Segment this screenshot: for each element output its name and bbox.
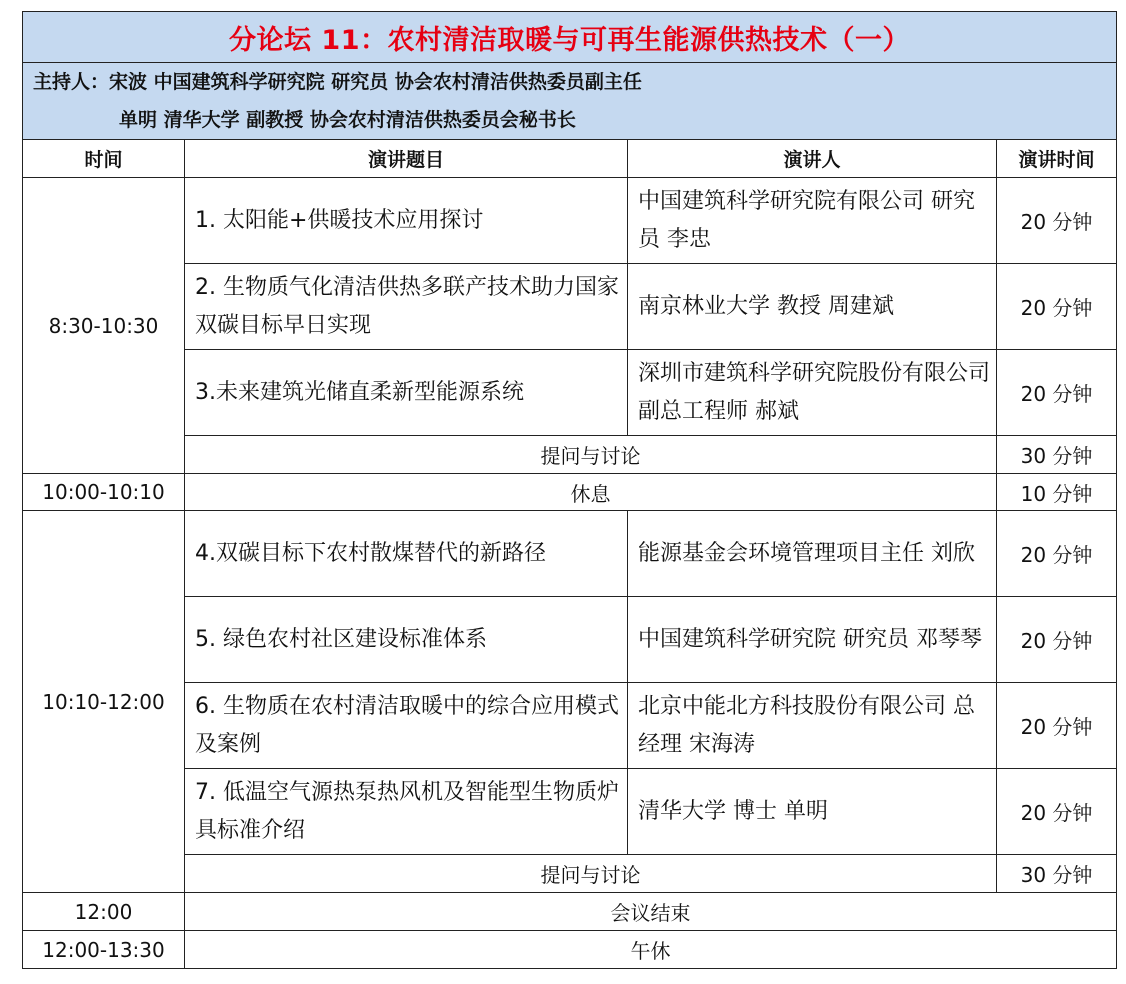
table-row xyxy=(23,511,1117,597)
table-row xyxy=(23,769,1117,855)
talk-duration: 20 分钟 xyxy=(997,264,1117,350)
end-time: 12:00 xyxy=(23,893,185,931)
talk-speaker: 中国建筑科学研究院有限公司 研究员 李忠 xyxy=(628,178,997,264)
discussion-duration: 30 分钟 xyxy=(997,436,1117,474)
end-row xyxy=(23,893,1117,931)
hosts-cell xyxy=(23,63,1117,140)
header-duration: 演讲时间 xyxy=(997,140,1117,178)
discussion-row xyxy=(23,855,1117,893)
hosts-label: 主持人： xyxy=(33,71,110,93)
host-2: 单明 清华大学 副教授 协会农村清洁供热委员会秘书长 xyxy=(119,109,576,131)
talk-speaker: 清华大学 博士 单明 xyxy=(628,769,997,855)
discussion-row xyxy=(23,436,1117,474)
hosts-row xyxy=(23,63,1117,140)
break-time: 10:00-10:10 xyxy=(23,474,185,511)
column-header-row xyxy=(23,140,1117,178)
lunch-label: 午休 xyxy=(185,931,1117,969)
discussion-duration: 30 分钟 xyxy=(997,855,1117,893)
talk-topic: 7. 低温空气源热泵热风机及智能型生物质炉具标准介绍 xyxy=(185,769,628,855)
forum-title: 分论坛 11：农村清洁取暖与可再生能源供热技术（一） xyxy=(229,24,911,56)
session-2-time: 10:10-12:00 xyxy=(23,511,185,893)
talk-topic: 2. 生物质气化清洁供热多联产技术助力国家双碳目标早日实现 xyxy=(185,264,628,350)
table-row xyxy=(23,597,1117,683)
agenda-table xyxy=(22,11,1117,969)
talk-speaker: 深圳市建筑科学研究院股份有限公司 副总工程师 郝斌 xyxy=(628,350,997,436)
talk-topic: 5. 绿色农村社区建设标准体系 xyxy=(185,597,628,683)
break-duration: 10 分钟 xyxy=(997,474,1117,511)
talk-duration: 20 分钟 xyxy=(997,769,1117,855)
header-speaker: 演讲人 xyxy=(628,140,997,178)
talk-topic: 3.未来建筑光储直柔新型能源系统 xyxy=(185,350,628,436)
break-label: 休息 xyxy=(185,474,997,511)
table-row xyxy=(23,350,1117,436)
talk-speaker: 能源基金会环境管理项目主任 刘欣 xyxy=(628,511,997,597)
talk-topic: 6. 生物质在农村清洁取暖中的综合应用模式及案例 xyxy=(185,683,628,769)
header-time: 时间 xyxy=(23,140,185,178)
host-line-2 xyxy=(33,101,1116,139)
table-row xyxy=(23,178,1117,264)
discussion-label: 提问与讨论 xyxy=(185,855,997,893)
host-1: 宋波 中国建筑科学研究院 研究员 协会农村清洁供热委员副主任 xyxy=(109,71,642,93)
title-cell xyxy=(23,12,1117,63)
session-1-time: 8:30-10:30 xyxy=(23,178,185,474)
break-row xyxy=(23,474,1117,511)
table-row xyxy=(23,683,1117,769)
top-strip xyxy=(0,0,1126,10)
talk-duration: 20 分钟 xyxy=(997,597,1117,683)
lunch-row xyxy=(23,931,1117,969)
talk-topic: 4.双碳目标下农村散煤替代的新路径 xyxy=(185,511,628,597)
talk-duration: 20 分钟 xyxy=(997,511,1117,597)
header-topic: 演讲题目 xyxy=(185,140,628,178)
title-row xyxy=(23,12,1117,63)
host-line-1 xyxy=(33,63,1116,101)
talk-speaker: 中国建筑科学研究院 研究员 邓琴琴 xyxy=(628,597,997,683)
talk-duration: 20 分钟 xyxy=(997,350,1117,436)
discussion-label: 提问与讨论 xyxy=(185,436,997,474)
talk-duration: 20 分钟 xyxy=(997,178,1117,264)
table-row xyxy=(23,264,1117,350)
talk-topic: 1. 太阳能+供暖技术应用探讨 xyxy=(185,178,628,264)
talk-speaker: 南京林业大学 教授 周建斌 xyxy=(628,264,997,350)
talk-duration: 20 分钟 xyxy=(997,683,1117,769)
end-label: 会议结束 xyxy=(185,893,1117,931)
talk-speaker: 北京中能北方科技股份有限公司 总经理 宋海涛 xyxy=(628,683,997,769)
lunch-time: 12:00-13:30 xyxy=(23,931,185,969)
